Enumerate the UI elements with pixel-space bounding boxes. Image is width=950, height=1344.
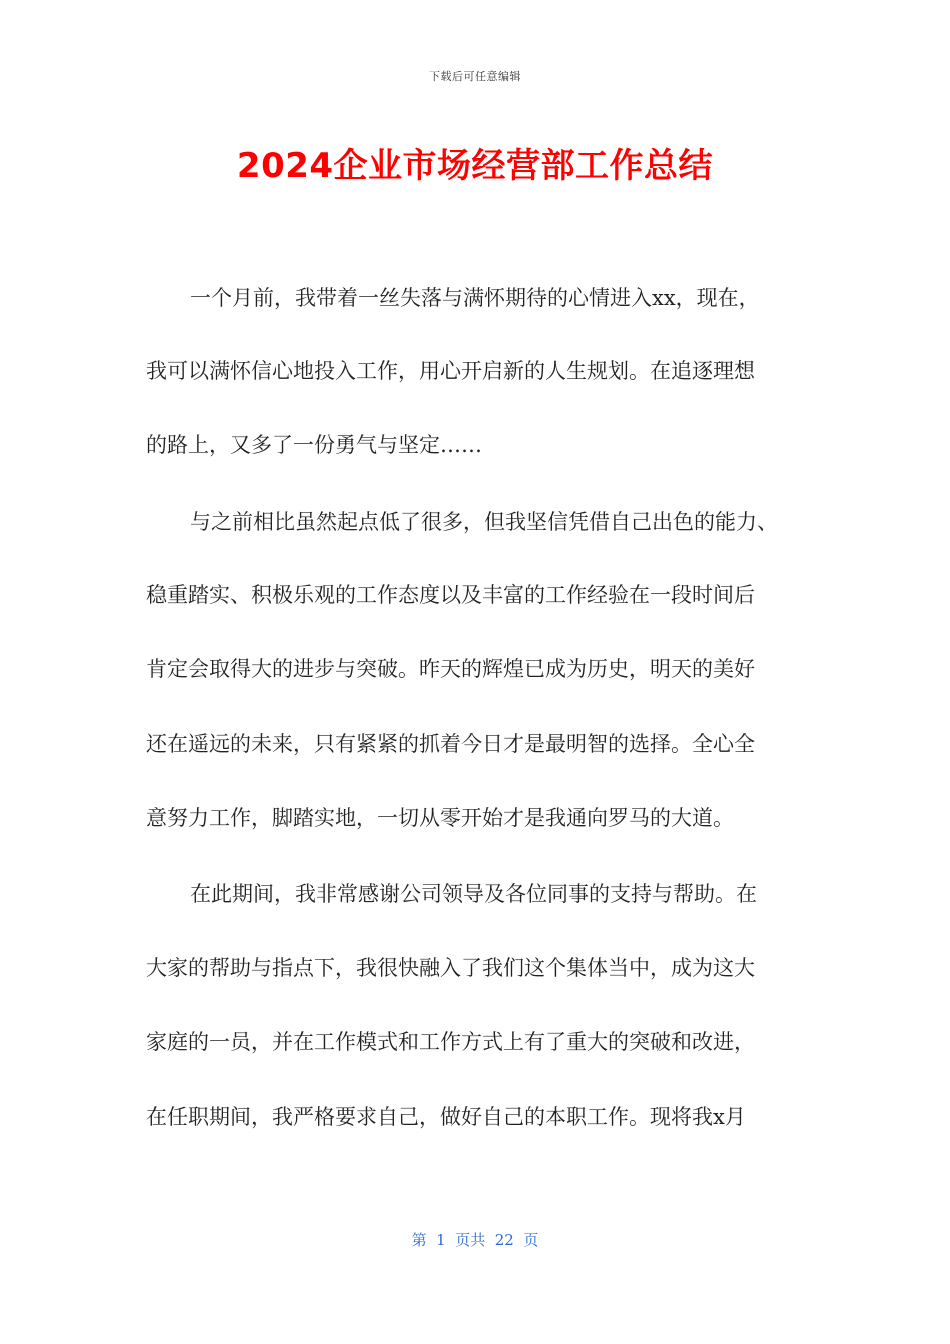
body-line: 大家的帮助与指点下，我很快融入了我们这个集体当中，成为这大: [146, 956, 755, 980]
body-line: 一个月前，我带着一丝失落与满怀期待的心情进入xx，现在，: [190, 286, 760, 310]
body-line: 还在遥远的未来，只有紧紧的抓着今日才是最明智的选择。全心全: [146, 732, 755, 756]
body-line: 家庭的一员，并在工作模式和工作方式上有了重大的突破和改进，: [146, 1030, 755, 1054]
body-line: 的路上，又多了一份勇气与坚定……: [146, 433, 482, 457]
header-note: 下载后可任意编辑: [429, 70, 521, 83]
document-title: 2024企业市场经营部工作总结: [236, 146, 714, 186]
body-line: 稳重踏实、积极乐观的工作态度以及丰富的工作经验在一段时间后: [146, 583, 755, 607]
body-line: 与之前相比虽然起点低了很多，但我坚信凭借自己出色的能力、: [190, 510, 778, 534]
body-line: 我可以满怀信心地投入工作，用心开启新的人生规划。在追逐理想: [146, 359, 755, 383]
body-line: 肯定会取得大的进步与突破。昨天的辉煌已成为历史，明天的美好: [146, 657, 755, 681]
page-number-footer: 第 1 页共 22 页: [411, 1231, 539, 1249]
body-line: 在任职期间，我严格要求自己，做好自己的本职工作。现将我x月: [146, 1105, 746, 1129]
body-line: 意努力工作，脚踏实地，一切从零开始才是我通向罗马的大道。: [146, 806, 734, 830]
body-line: 在此期间，我非常感谢公司领导及各位同事的支持与帮助。在: [190, 882, 757, 906]
